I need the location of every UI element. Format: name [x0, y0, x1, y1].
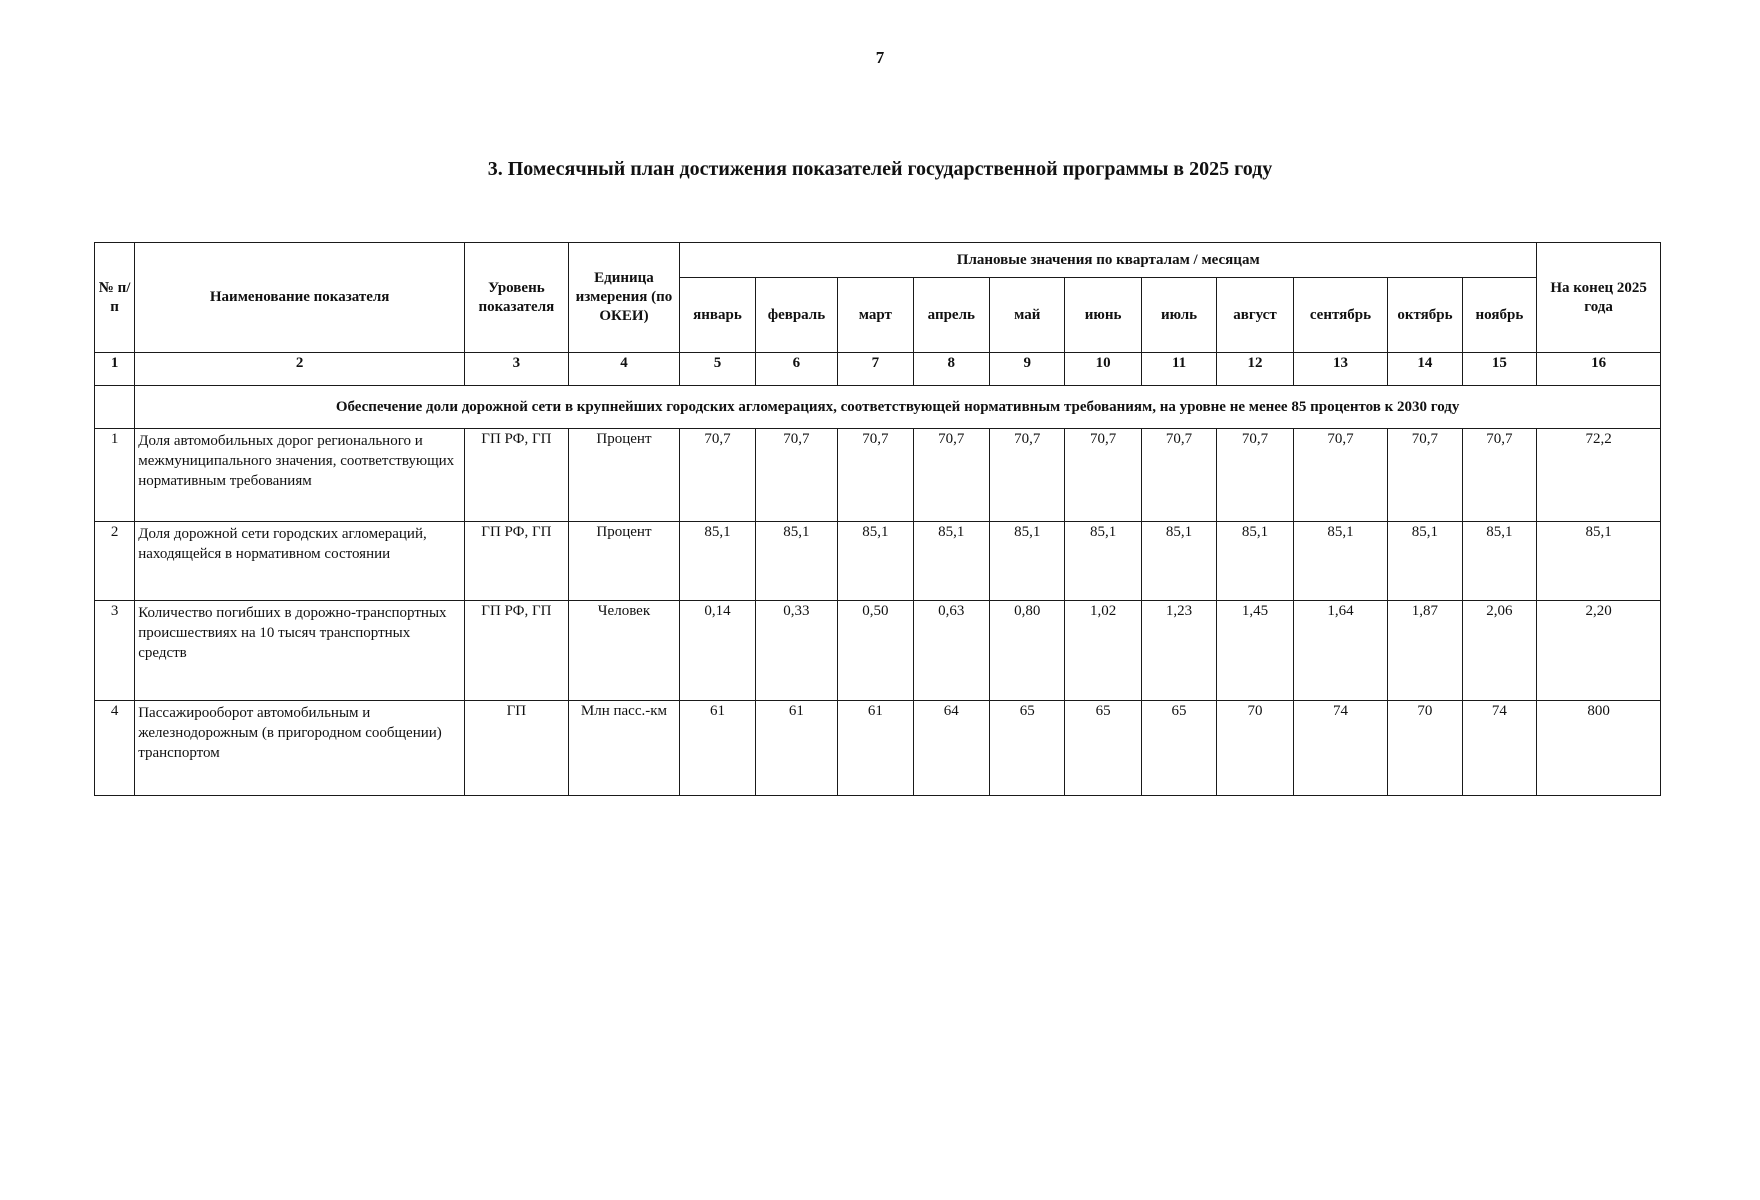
header-month: январь: [680, 278, 755, 353]
month-value: 85,1: [838, 522, 913, 601]
month-value: 70,7: [913, 429, 989, 522]
year-end-value: 85,1: [1537, 522, 1661, 601]
row-number: 3: [95, 601, 135, 701]
header-num: № п/п: [95, 243, 135, 353]
column-number: 2: [135, 353, 465, 386]
column-number: 15: [1462, 353, 1537, 386]
year-end-value: 2,20: [1537, 601, 1661, 701]
month-value: 2,06: [1462, 601, 1537, 701]
indicator-name: Доля автомобильных дорог регионального и межмуниципального значения, соответствующих нормативным требованиям: [135, 429, 465, 522]
header-end: На конец 2025 года: [1537, 243, 1661, 353]
row-number: 4: [95, 701, 135, 796]
indicator-level: ГП РФ, ГП: [465, 429, 569, 522]
header-level: Уровень показателя: [465, 243, 569, 353]
column-number: 12: [1217, 353, 1293, 386]
month-value: 74: [1293, 701, 1388, 796]
column-number: 1: [95, 353, 135, 386]
column-number: 7: [838, 353, 913, 386]
header-month: ноябрь: [1462, 278, 1537, 353]
column-number: 9: [990, 353, 1065, 386]
month-value: 70,7: [1065, 429, 1141, 522]
column-number: 3: [465, 353, 569, 386]
month-value: 1,87: [1388, 601, 1462, 701]
month-value: 70,7: [838, 429, 913, 522]
month-value: 70,7: [1141, 429, 1216, 522]
month-value: 1,23: [1141, 601, 1216, 701]
month-value: 70,7: [1462, 429, 1537, 522]
table-row: [95, 522, 1661, 601]
header-unit: Единица измерения (по ОКЕИ): [568, 243, 680, 353]
header-month: март: [838, 278, 913, 353]
year-end-value: 72,2: [1537, 429, 1661, 522]
month-value: 85,1: [1462, 522, 1537, 601]
document-title: 3. Помесячный план достижения показателей государственной программы в 2025 году: [487, 158, 1273, 180]
month-value: 70,7: [680, 429, 755, 522]
month-value: 70: [1388, 701, 1462, 796]
indicator-level: ГП: [465, 701, 569, 796]
header-month: июнь: [1065, 278, 1141, 353]
table-row: [95, 429, 1661, 522]
indicator-unit: Млн пасс.-км: [568, 701, 680, 796]
month-value: 1,02: [1065, 601, 1141, 701]
month-value: 1,64: [1293, 601, 1388, 701]
month-value: 1,45: [1217, 601, 1293, 701]
month-value: 85,1: [680, 522, 755, 601]
row-number: 2: [95, 522, 135, 601]
month-value: 70,7: [755, 429, 837, 522]
header-month: август: [1217, 278, 1293, 353]
column-number: 13: [1293, 353, 1388, 386]
month-value: 85,1: [1388, 522, 1462, 601]
table-row: [95, 601, 1661, 701]
header-month: сентябрь: [1293, 278, 1388, 353]
section-heading: Обеспечение доли дорожной сети в крупнейших городских агломерациях, соответствующей нормативным требованиям, на уровне не менее 85 процентов к 2030 году: [135, 386, 1661, 429]
section-empty-cell: [95, 386, 135, 429]
month-value: 64: [913, 701, 989, 796]
column-number: 4: [568, 353, 680, 386]
page-number: 7: [875, 48, 885, 67]
month-value: 65: [1065, 701, 1141, 796]
monthly-plan-table: [94, 242, 1661, 796]
indicator-name: Количество погибших в дорожно-транспортных происшествиях на 10 тысяч транспортных средств: [135, 601, 465, 701]
header-month: май: [990, 278, 1065, 353]
indicator-name: Пассажирооборот автомобильным и железнодорожным (в пригородном сообщении) транспортом: [135, 701, 465, 796]
month-value: 85,1: [1141, 522, 1216, 601]
month-value: 65: [1141, 701, 1216, 796]
month-value: 85,1: [1217, 522, 1293, 601]
indicator-unit: Человек: [568, 601, 680, 701]
month-value: 0,63: [913, 601, 989, 701]
section-row: [95, 386, 1661, 429]
table-row: [95, 701, 1661, 796]
month-value: 61: [838, 701, 913, 796]
month-value: 85,1: [1293, 522, 1388, 601]
indicator-level: ГП РФ, ГП: [465, 601, 569, 701]
month-value: 70: [1217, 701, 1293, 796]
month-value: 70,7: [990, 429, 1065, 522]
column-number: 6: [755, 353, 837, 386]
month-value: 70,7: [1388, 429, 1462, 522]
month-value: 0,33: [755, 601, 837, 701]
month-value: 85,1: [755, 522, 837, 601]
indicator-name: Доля дорожной сети городских агломераций, находящейся в нормативном состоянии: [135, 522, 465, 601]
header-month: июль: [1141, 278, 1216, 353]
indicator-unit: Процент: [568, 522, 680, 601]
year-end-value: 800: [1537, 701, 1661, 796]
month-value: 85,1: [990, 522, 1065, 601]
column-number: 8: [913, 353, 989, 386]
indicator-level: ГП РФ, ГП: [465, 522, 569, 601]
month-value: 61: [680, 701, 755, 796]
month-value: 61: [755, 701, 837, 796]
header-plan-group: Плановые значения по кварталам / месяцам: [680, 243, 1537, 278]
column-number: 5: [680, 353, 755, 386]
column-number: 10: [1065, 353, 1141, 386]
month-value: 70,7: [1217, 429, 1293, 522]
column-number: 11: [1141, 353, 1216, 386]
indicator-unit: Процент: [568, 429, 680, 522]
header-name: Наименование показателя: [135, 243, 465, 353]
column-number-row: [95, 353, 1661, 386]
month-value: 85,1: [1065, 522, 1141, 601]
month-value: 0,80: [990, 601, 1065, 701]
month-value: 65: [990, 701, 1065, 796]
row-number: 1: [95, 429, 135, 522]
month-value: 70,7: [1293, 429, 1388, 522]
header-month: февраль: [755, 278, 837, 353]
month-value: 0,50: [838, 601, 913, 701]
column-number: 16: [1537, 353, 1661, 386]
month-value: 85,1: [913, 522, 989, 601]
month-value: 0,14: [680, 601, 755, 701]
header-month: октябрь: [1388, 278, 1462, 353]
column-number: 14: [1388, 353, 1462, 386]
month-value: 74: [1462, 701, 1537, 796]
header-month: апрель: [913, 278, 989, 353]
